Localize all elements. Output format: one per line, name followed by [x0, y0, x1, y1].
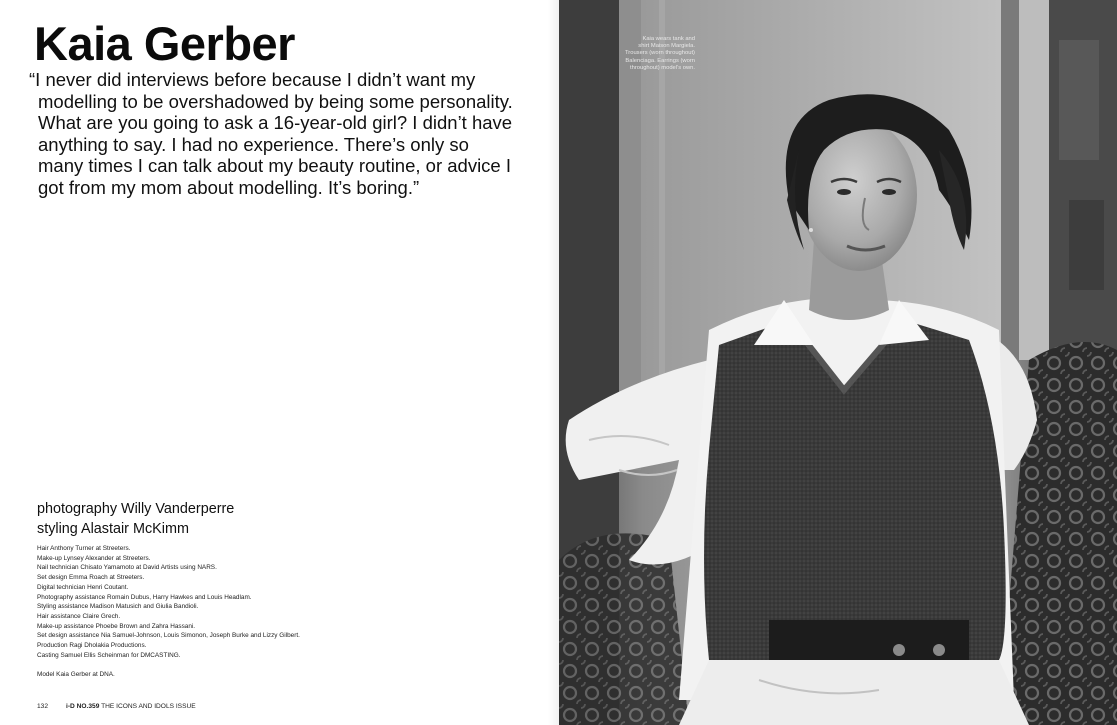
main-credits — [37, 500, 234, 539]
credit-line: Make-up assistance Phoebe Brown and Zahra Hassani. — [37, 622, 196, 630]
left-page — [0, 0, 558, 725]
caption-line: throughout) model’s own. — [630, 64, 695, 71]
credit-line: Set design assistance Nia Samuel-Johnson, Louis Simonon, Joseph Burke and Lizzy Gilbert. — [37, 632, 300, 640]
article-title: Kaia Gerber — [34, 17, 295, 70]
caption-line: shirt Maison Margiela. — [638, 43, 695, 50]
credit-line: Photography assistance Romain Dubus, Harry Hawkes and Louis Headlam. — [37, 593, 252, 601]
portrait-photo — [559, 0, 1117, 725]
caption-line: Trousers (worn throughout) — [624, 50, 695, 57]
page-number: 132 — [37, 703, 49, 710]
photo-caption — [617, 36, 695, 72]
credit-line: Make-up Lynsey Alexander at Streeters. — [37, 554, 151, 562]
portrait-illustration — [559, 0, 1117, 725]
model-credit: Model Kaia Gerber at DNA. — [37, 671, 115, 678]
photography-credit: photography Willy Vanderperre — [37, 501, 235, 517]
caption-line: Kaia wears tank and — [642, 36, 695, 42]
credit-line: Production Ragi Dholakia Productions. — [37, 642, 147, 650]
issue-name: THE ICONS AND IDOLS ISSUE — [101, 703, 196, 710]
page-footer — [37, 703, 196, 710]
credit-line: Casting Samuel Ellis Scheinman for DMCASTING. — [37, 651, 181, 659]
credit-line: Styling assistance Madison Matusich and Giulia Bandioli. — [37, 603, 199, 611]
credit-line: Hair Anthony Turner at Streeters. — [37, 545, 131, 552]
styling-credit: styling Alastair McKimm — [37, 520, 189, 537]
credit-line: Nail technician Chisato Yamamoto at David Artists using NARS. — [37, 564, 217, 572]
pull-quote: “I never did interviews before because I didn’t want my modelling to be overshadowed by being some personality. What are you going to ask a 16-year-old girl? I didn’t have anything to say. I had no experience. There’s only so many times I can talk about my beauty routine, or advice I got from my mom about modelling. It’s boring.” — [29, 69, 513, 198]
credit-line: Digital technician Henri Coutant. — [37, 583, 129, 591]
caption-line: Balenciaga. Earrings (worn — [625, 57, 695, 64]
magazine-name: i-D NO.359 — [66, 703, 100, 710]
credit-line: Set design Emma Roach at Streeters. — [37, 574, 145, 582]
credit-line: Hair assistance Claire Grech. — [37, 612, 121, 620]
credits-list — [37, 544, 300, 660]
